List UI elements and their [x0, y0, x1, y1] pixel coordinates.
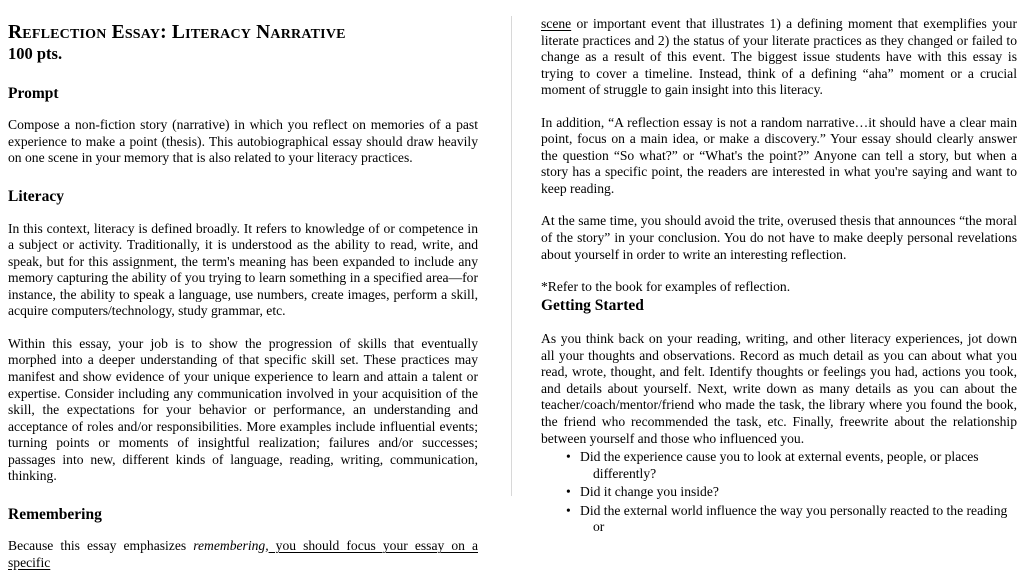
- question-list: [541, 449, 1017, 536]
- right-paragraph-1: In addition, “A reflection essay is not a random narrative…it should have a clear main point, focus on a main idea, or make a discovery.” Your essay should clearly answer the question “So what?” or “What's the point?” Anyone can tell a story, but when a story has a specific point, the readers are interested in what you're saying and want to keep reading.: [541, 114, 1017, 196]
- literacy-paragraph-2: Within this essay, your job is to show the progression of skills that eventually morphed into a deeper understanding of that specific skill set. These practices may manifest and show evidence of your unique experience to learn and attain a talent or expertise. Consider including any communication involved in your acquisition of the skill, the expectations for your behavior or performance, an understanding and acceptance of roles and/or responsibilities. More examples include influential events; turning points or moments of insightful realization; failures and/or successes; passages into new, different kinds of language, reading, writing, communication, thinking.: [8, 335, 478, 484]
- remembering-italic-term: remembering,: [193, 538, 269, 554]
- points-value: 100 pts.: [8, 43, 63, 63]
- section-heading-getting-started: Getting Started: [541, 296, 644, 314]
- reference-note: *Refer to the book for examples of reflection.: [541, 279, 791, 295]
- list-item: [541, 484, 1017, 501]
- right-paragraph-2: At the same time, you should avoid the trite, overused thesis that announces “the moral of the story” in your conclusion. You do not have to make deeply personal revelations about yourself in order to write an interesting reflection.: [541, 213, 1017, 262]
- list-item: [541, 449, 1017, 482]
- remembering-lead-text: Because this essay emphasizes: [8, 538, 194, 554]
- page-title: Reflection Essay: Literacy Narrative: [8, 22, 346, 43]
- continuation-paragraph: [541, 16, 1017, 99]
- question-text: Did it change you inside?: [580, 484, 719, 500]
- question-text: Did the experience cause you to look at external events, people, or places differently?: [580, 449, 979, 481]
- remembering-paragraph: [8, 538, 478, 571]
- bullet-icon: •: [566, 502, 571, 518]
- column-divider: [511, 16, 512, 496]
- section-heading-remembering: Remembering: [8, 505, 102, 523]
- bullet-icon: •: [566, 449, 571, 465]
- getting-started-paragraph: As you think back on your reading, writing, and other literacy experiences, jot down all your thoughts and observations. Record as much detail as you can about what you read, wrote, thought, and felt. Identify thoughts or feelings you had, actions you took, and details about yourself. Next, write down as many details as you can about the teacher/coach/mentor/friend who made the task, the library where you found the book, the friend who recommended the task, etc. Finally, freewrite about the relationship between yourself and those who influenced you.: [541, 331, 1017, 446]
- bullet-icon: •: [566, 484, 571, 500]
- remembering-underlined-text: you should focus your essay on a specific: [8, 538, 478, 570]
- question-text: Did the external world influence the way you personally reacted to the reading or: [580, 502, 1008, 535]
- section-heading-prompt: Prompt: [8, 84, 59, 102]
- prompt-paragraph: Compose a non-fiction story (narrative) in which you reflect on memories of a past experience to make a point (thesis). This autobiographical essay should draw heavily on one scene in your memory that is also related to your literacy practices.: [8, 117, 478, 166]
- list-item: [541, 503, 1017, 536]
- literacy-paragraph-1: In this context, literacy is defined broadly. It refers to knowledge of or competence in a subject or activity. Traditionally, it is understood as the ability to read, write, and speak, but for this assignment, the term's meaning has been expanded to include any memory capturing the ability of you trying to learn something in a specified area—for instance, the ability to speak a language, use numbers, create images, perform a skill, acquire computers/technology, study grammar, etc.: [8, 220, 478, 319]
- continuation-rest-text: or important event that illustrates 1) a defining moment that exemplifies your literate practices and 2) the status of your literate practices as they changed or failed to change as a result of this event. The biggest issue students have with this essay is trying to cover a timeline. Instead, think of a defining “aha” moment or a crucial moment of struggle to gain insight into this literacy.: [541, 16, 1017, 98]
- left-column: [8, 0, 478, 570]
- continuation-underlined-lead: scene: [541, 16, 572, 31]
- right-column: [541, 0, 1017, 535]
- section-heading-literacy: Literacy: [8, 188, 64, 206]
